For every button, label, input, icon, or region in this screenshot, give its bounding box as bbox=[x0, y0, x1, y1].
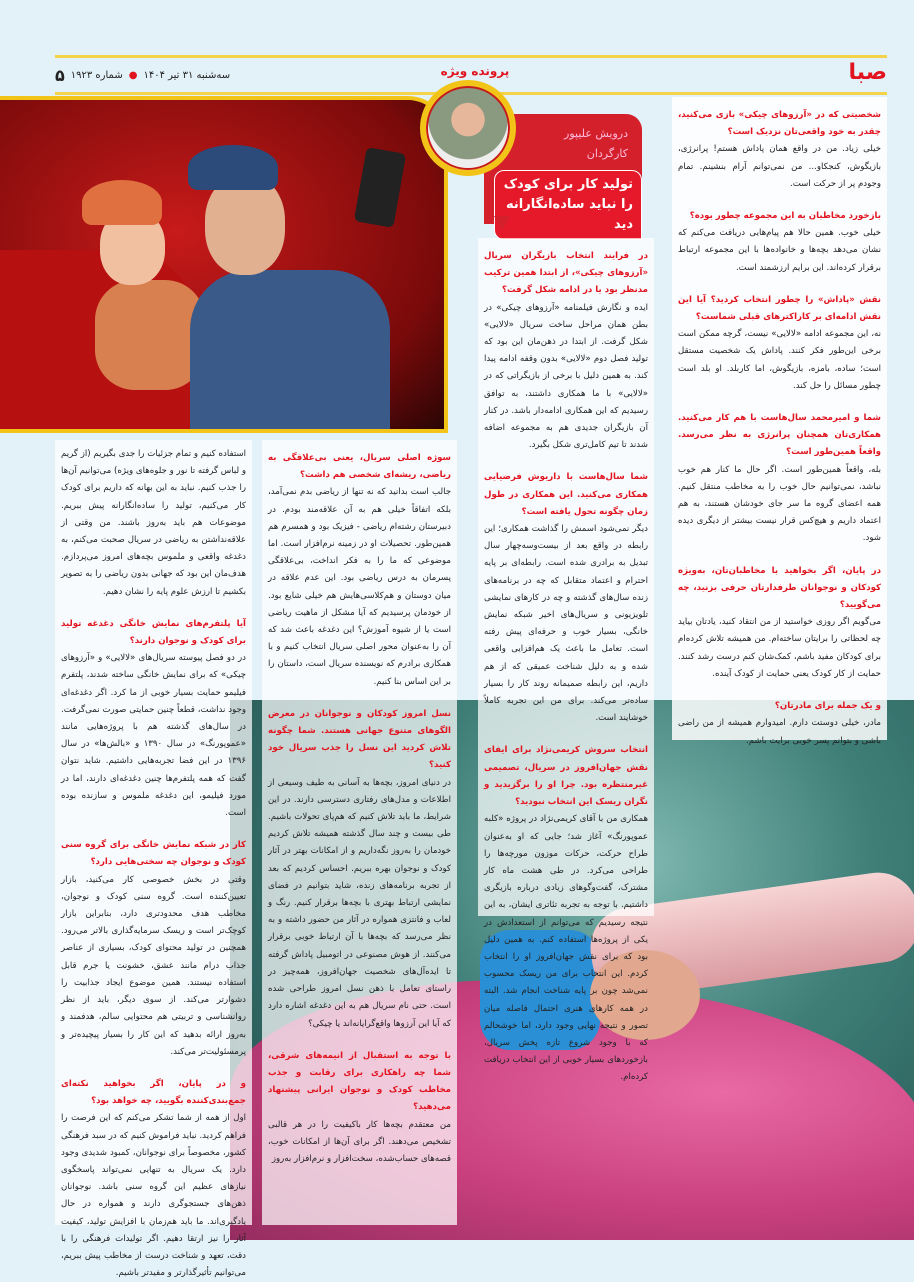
question-heading: و یک جمله برای مادرتان؟ bbox=[774, 701, 881, 712]
question-heading: در فرایند انتخاب بازیگران سریال «آرزوهای چیکی»، از ابتدا همین ترکیب مدنظر بود یا در ادامه شکل گرفت؟ bbox=[484, 251, 648, 296]
question-heading: انتخاب سروش کریمی‌نژاد برای ایفای نقش جهان‌افروز در سریال، تصمیمی غیرمنتظره بود. چرا او را برگزیدید و نگران ریسک این انتخاب نبودید؟ bbox=[484, 745, 648, 808]
article-column-2 bbox=[262, 440, 457, 1225]
answer-text: نه، این مجموعه ادامه «لالایی» نیست، گرچه ممکن است برخی این‌طور فکر کنند. پاداش یک شخصیت مستقل است؛ ساده، بامزه، بازیگوش، اما کاربلد. او بلد است چطور مسائل را حل کند. bbox=[678, 329, 881, 391]
question-heading: بازخورد مخاطبان به این مجموعه چطور بوده؟ bbox=[689, 211, 881, 222]
answer-text: در دو فصل پیوسته سریال‌های «لالایی» و «آرزوهای چیکی» که برای نمایش خانگی ساخته شدند، پلتفرم فیلیمو حمایت بسیار خوبی از ما کرد. اگر دغدغه‌ای وجود نداشت، قطعاً چنین حمایتی صورت نمی‌گرفت. در سال‌های گذشته هم با پروژه‌هایی مانند «عموپورنگ» در سال ۱۳۹۰ و «بالش‌ها» در سال ۱۳۹۶ در این فضا تجربه‌هایی داشتیم. شاید نتوان گفت که همه پلتفرم‌ها چنین دغدغه‌ای دارند، اما در مورد فیلیمو، این دغدغه ملموس و سازنده بوده است. bbox=[61, 653, 246, 819]
answer-text: بله، واقعاً همین‌طور است. اگر حال ما کنار هم خوب نباشد، نمی‌توانیم حال خوب را به مخاطب منتقل کنیم. همه اعضای گروه ما سر جای خودشان هستند، به هم اعتماد داریم و هیچ‌کس قرار نیست بیشتر از دیگری دیده شود. bbox=[678, 464, 881, 544]
interviewee-name: درویش علیپور bbox=[564, 127, 628, 140]
answer-text: اول از همه از شما تشکر می‌کنم که این فرصت را فراهم کردید. نباید فراموش کنیم که در سبد فرهنگی کشور، مخصوصاً برای نوجوانان، کمبود شدیدی وجود دارد. یک سریال به تنهایی نمی‌تواند پاسخگوی نیازهای عظیم این گروه سنی باشد. نوجوانان ذهن‌های جستجوگری دارند و همواره در حال یادگیری‌اند. ما باید هم‌زمان با افزایش تولید، کیفیت آثار را نیز ارتقا دهیم. اگر تولیدات فرهنگی را با دقت، تعهد و شناخت درست از مخاطب پیش ببریم، می‌توانیم تأثیرگذارتر و مفیدتر باشیم. bbox=[61, 1113, 246, 1279]
section-title: پرونده ویژه bbox=[440, 64, 510, 78]
issue-date: سه‌شنبه ۳۱ تیر ۱۴۰۴ bbox=[143, 70, 231, 81]
sidebar-interview-column bbox=[672, 97, 887, 746]
answer-text: در دنیای امروز، بچه‌ها به آسانی به طیف وسیعی از اطلاعات و مدل‌های رفتاری دسترسی دارند. در این شرایط، ما باید تلاش کنیم که هم‌پای تحولات باشیم. طی بیست و چند سال گذشته همیشه تلاش کردیم خودمان را به‌روز نگه‌داریم و از امکانات بهتر در آثار کودک و نوجوان بهره ببریم. احساس کردیم که بعد از تجربه برنامه‌های زنده، شاید بتوانیم در فضای نمایشی ارتباط بهتری با بچه‌ها برقرار کنیم. رنگ و لعاب و فانتزی همواره در آثار من حضور داشته و به نظر می‌رسد که بچه‌ها با آن ارتباط خوبی برقرار می‌کنند. از هوش مصنوعی در اتومبیل پاداش گرفته تا ایده‌آل‌های شخصیت جهان‌افروز، همه‌چیز در راستای تعامل با ذهن نسل امروز طراحی شده است. حتی نام سریال هم به این دغدغه اشاره دارد که آیا این آرزوها واقع‌گرایانه‌اند یا چیکی؟ bbox=[268, 777, 451, 1029]
question-heading: شما سال‌هاست با داریوش فرضیایی همکاری می‌کنید. این همکاری در طول زمان چگونه تحول یافته است؟ bbox=[484, 472, 648, 517]
article-column-3 bbox=[55, 440, 252, 1279]
question-heading: آیا پلتفرم‌های نمایش خانگی دغدغه تولید برای کودک و نوجوان دارند؟ bbox=[61, 618, 246, 647]
newspaper-logo: صبا bbox=[848, 60, 887, 85]
answer-text: همکاری من با آقای کریمی‌نژاد در پروژه «کلبه عموپورنگ» آغاز شد؛ جایی که او به‌عنوان طراح حرکت، حرکات موزون مورچه‌ها را طراحی می‌کرد. در طی هشت ماه کار مشترک، گفت‌وگوهای زیادی درباره بازیگری داشتیم. با توجه به تجربه تئاتری ایشان، به این نتیجه رسیدیم که می‌توانم از استعدادش در یکی از پروژه‌ها استفاده کنم. به همین دلیل بود که برای نقش جهان‌افروز او را انتخاب کردم. این انتخاب برای من ریسک محسوب نمی‌شد چون بر پایه شناخت انجام شد. البته در همه کارهای هنری احتمال فاصله میان تصور و نتیجه نهایی وجود دارد، اما خوشحالم که با وجود شروع تازه پخش سریال، بازخوردهای بسیار خوبی از این انتخاب دریافت کرده‌ام. bbox=[484, 814, 648, 1083]
question-heading: نقش «پاداش» را چطور انتخاب کردید؟ آیا این نقش ادامه‌ای بر کاراکترهای قبلی شماست؟ bbox=[678, 294, 881, 323]
main-photo-actors-car bbox=[0, 96, 448, 433]
issue-info bbox=[55, 66, 230, 85]
answer-text: خیلی خوب. همین حالا هم پیام‌هایی دریافت می‌کنم که نشان می‌دهد بچه‌ها و خانواده‌ها با این مجموعه ارتباط برقرار کرده‌اند. این برایم ارزشمند است. bbox=[678, 228, 881, 273]
question-heading: کار در شبکه نمایش خانگی برای گروه سنی کودک و نوجوان چه سختی‌هایی دارد؟ bbox=[61, 840, 246, 868]
article-headline: تولید کار برای کودک را نباید ساده‌انگارانه دید bbox=[494, 170, 642, 240]
answer-text: استفاده کنیم و تمام جزئیات را جدی بگیریم (از گریم و لباس گرفته تا نور و جلوه‌های ویژه) می‌توانیم آن‌ها را جذب کنیم. نباید به این بهانه که داریم برای کودک کار می‌کنیم، تولید را ساده‌انگارانه پیش ببریم. موضوعات هم باید به‌روز باشند. من وقتی از علاقه‌نداشتن به ریاضی در سریال صحبت می‌کنم، به دغدغه واقعی و ملموس بچه‌های امروز می‌پردازم. هدف‌مان این بود که جهانی بدون ریاضی را به تصویر بکشیم تا ارزش علوم پایه را نشان دهیم. bbox=[61, 449, 246, 597]
question-heading: و در پایان، اگر بخواهید نکته‌ای جمع‌بندی‌کننده بگویید، چه خواهد بود؟ bbox=[61, 1078, 246, 1107]
answer-text: جالب است بدانید که نه تنها از ریاضی بدم نمی‌آمد، بلکه اتفاقاً خیلی هم به آن علاقه‌مند بودم. در دبیرستان رشته‌ام ریاضی - فیزیک بود و همسرم هم همین‌طور. تحصیلات او در زمینه نرم‌افزار است. اما موضوعی که ما را به فکر انداخت، بی‌علاقگی پسرمان به درس ریاضی بود. این عدم علاقه در میان دوستان و هم‌کلاسی‌هایش هم خیلی شایع بود. از خودمان پرسیدیم که آیا مشکل از ماهیت ریاضی است یا از شیوه آموزش؟ این دغدغه باعث شد که آن را به‌عنوان محور اصلی سریال انتخاب کنیم و با همکاری برادرم که نویسنده سریال است، داستان را بر این اساس بنا کنیم. bbox=[268, 487, 451, 687]
separator-dot: ● bbox=[128, 70, 138, 81]
answer-text: وقتی در بخش خصوصی کار می‌کنید، بازار تعیین‌کننده است. گروه سنی کودک و نوجوان، مخاطب هدف محدودتری دارد، بنابراین بازار کوچک‌تر است و ریسک سرمایه‌گذاری بالاتر می‌رود. همچنین در تولید محتوای کودک، بسیاری از عناصر جذاب درام مانند عشق، خشونت یا جرم قابل استفاده نیستند. همین موضوع ایجاد جذابیت را دشوارتر می‌کند. از سوی دیگر، باید از نظر روانشناسی و تربیتی هم محتوایی سالم، هدفمند و به‌روز ارائه بدهید که این کار را بسیار پیچیده‌تر و پرمسئولیت‌تر می‌کند. bbox=[61, 874, 246, 1057]
interviewee-portrait bbox=[420, 80, 516, 176]
question-heading: سوژه اصلی سریال، یعنی بی‌علاقگی به ریاضی، ریشه‌ای شخصی هم داشت؟ bbox=[268, 453, 451, 481]
article-column-1 bbox=[478, 238, 654, 1083]
question-heading: با توجه به استقبال از انیمه‌های شرقی، شما چه راهکاری برای رقابت و جذب مخاطب کودک و نوجوان ایرانی پیشنهاد می‌دهید؟ bbox=[268, 1050, 451, 1113]
answer-text: مادر، خیلی دوستت دارم. امیدوارم همیشه از من راضی باشی و بتوانم پسر خوبی برایت باشم. bbox=[678, 718, 881, 746]
question-heading: در پایان، اگر بخواهید با مخاطبان‌تان، به‌ویژه کودکان و نوجوانان طرفدارتان حرفی بزنید، چه می‌گویید؟ bbox=[678, 565, 881, 611]
question-heading: نسل امروز کودکان و نوجوانان در معرض الگوهای متنوع جهانی هستند. شما چگونه تلاش کردید این نسل را جذب سریال خود کنید؟ bbox=[268, 708, 451, 771]
answer-text: می‌گویم اگر روزی خواستید از من انتقاد کنید، یادتان بیاید چه لحظاتی را برایتان ساخته‌ام. من همیشه تلاش کرده‌ام برای کودکان مفید باشم، کمک‌شان کنم درست رشد کنند. حمایت از کار کودک یعنی حمایت از کودک آینده. bbox=[678, 617, 881, 679]
question-heading: شخصیتی که در «آرزوهای چیکی» بازی می‌کنید، چقدر به خود واقعی‌تان نزدیک است؟ bbox=[678, 110, 881, 138]
answer-text: خیلی زیاد. من در واقع همان پاداش هستم! پرانرژی، بازیگوش، کنجکاو... من نمی‌توانم آرام بنشینم. تمام وجودم پر از حرکت است. bbox=[678, 144, 881, 189]
answer-text: دیگر نمی‌شود اسمش را گذاشت همکاری؛ این رابطه در واقع بعد از بیست‌وسه‌چهار سال تبدیل به برادری شده است. رابطه‌ای بر پایه احترام و اعتماد متقابل که چه در برنامه‌های زنده سال‌های گذشته و چه در کارهای نمایشی تلویزیونی و سریال‌های اخیر شبکه نمایش خانگی، بسیار خوب و حرفه‌ای پیش رفته است. تعامل ما باعث یک هم‌افزایی واقعی شده و به دلیل شناخت عمیقی که از هم داریم، این رابطه صمیمانه روند کار را بسیار ساده‌تر می‌کند. برای من این تجربه کاملاً خوشایند است. bbox=[484, 524, 648, 724]
page-number: ۵ bbox=[55, 66, 65, 85]
question-heading: شما و امیرمحمد سال‌هاست با هم کار می‌کنید. همکاری‌تان همچنان پرانرژی به نظر می‌رسد. واقعاً همین‌طور است؟ bbox=[678, 413, 881, 458]
issue-number: شماره ۱۹۲۳ bbox=[70, 70, 123, 81]
interviewee-role: کارگردان bbox=[586, 147, 628, 160]
answer-text: من معتقدم بچه‌ها کار باکیفیت را در هر قالبی تشخیص می‌دهند. اگر برای آن‌ها از امکانات خوب، قصه‌های حساب‌شده، سخت‌افزار و نرم‌افزار به‌روز bbox=[268, 1119, 451, 1164]
interviewee-info bbox=[564, 124, 628, 164]
answer-text: ایده و نگارش فیلمنامه «آرزوهای چیکی» در بطن همان مراحل ساخت سریال «لالایی» شکل گرفت. از ابتدا در ذهن‌مان این بود که تولید فصل دوم «لالایی» بدون وقفه ادامه پیدا کند. به همین دلیل با برخی از بازیگراتی که در «لالایی» با ما همکاری داشتند، به توافق رسیدیم که این همکاری ادامه‌دار باشد. در کنار آن بازیگران جدیدی هم به مجموعه اضافه شدند تا تیم کامل‌تری شکل بگیرد. bbox=[484, 302, 648, 451]
